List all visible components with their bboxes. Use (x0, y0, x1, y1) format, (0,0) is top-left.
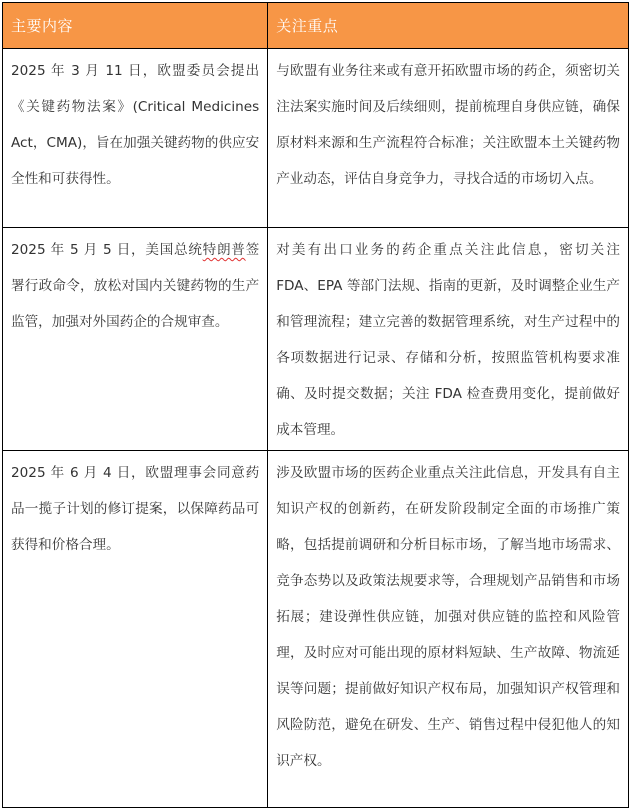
focus-cell: 涉及欧盟市场的医药企业重点关注此信息，开发具有自主知识产权的创新药，在研发阶段制定全面的市场推广策略，包括提前调研和分析目标市场，了解当地市场需求、竞争态势以及政策法规要求等，合理规划产品销售和市场拓展；建设弹性供应链，加强对供应链的监控和风险管理，及时应对可能出现的原材料短缺、生产故障、物流延误等问题；提前做好知识产权布局，加强知识产权管理和风险防范，避免在研发、生产、销售过程中侵犯他人的知识产权。 (268, 451, 629, 808)
table-row (3, 228, 629, 451)
focus-cell: 对美有出口业务的药企重点关注此信息，密切关注 FDA、EPA 等部门法规、指南的更新，及时调整企业生产和管理流程；建立完善的数据管理系统，对生产过程中的各项数据进行记录、存储和分析，按照监管机构要求准确、及时提交数据；关注 FDA 检查费用变化，提前做好成本管理。 (268, 228, 629, 451)
main-content-cell: 2025 年 6 月 4 日，欧盟理事会同意药品一揽子计划的修订提案，以保障药品可获得和价格合理。 (3, 451, 268, 808)
policy-table (2, 2, 629, 808)
table-header-row (3, 3, 629, 49)
header-main-content: 主要内容 (3, 3, 268, 49)
main-content-text: 2025 年 5 月 5 日，美国总统 (11, 242, 203, 258)
spellcheck-underlined-word: 特朗普 (202, 242, 246, 258)
table-row (3, 451, 629, 808)
main-content-cell (3, 228, 268, 451)
focus-cell: 与欧盟有业务往来或有意开拓欧盟市场的药企，须密切关注法案实施时间及后续细则，提前梳理自身供应链，确保原材料来源和生产流程符合标准；关注欧盟本土关键药物产业动态，评估自身竞争力，寻找合适的市场切入点。 (268, 49, 629, 228)
header-focus: 关注重点 (268, 3, 629, 49)
main-content-cell: 2025 年 3 月 11 日，欧盟委员会提出《关键药物法案》(Critical Medicines Act，CMA)，旨在加强关键药物的供应安全性和可获得性。 (3, 49, 268, 228)
main-content-text: 签署行政命令，放松对国内关键药物的生产监管，加强对外国药企的合规审查。 (11, 242, 260, 330)
table-row (3, 49, 629, 228)
